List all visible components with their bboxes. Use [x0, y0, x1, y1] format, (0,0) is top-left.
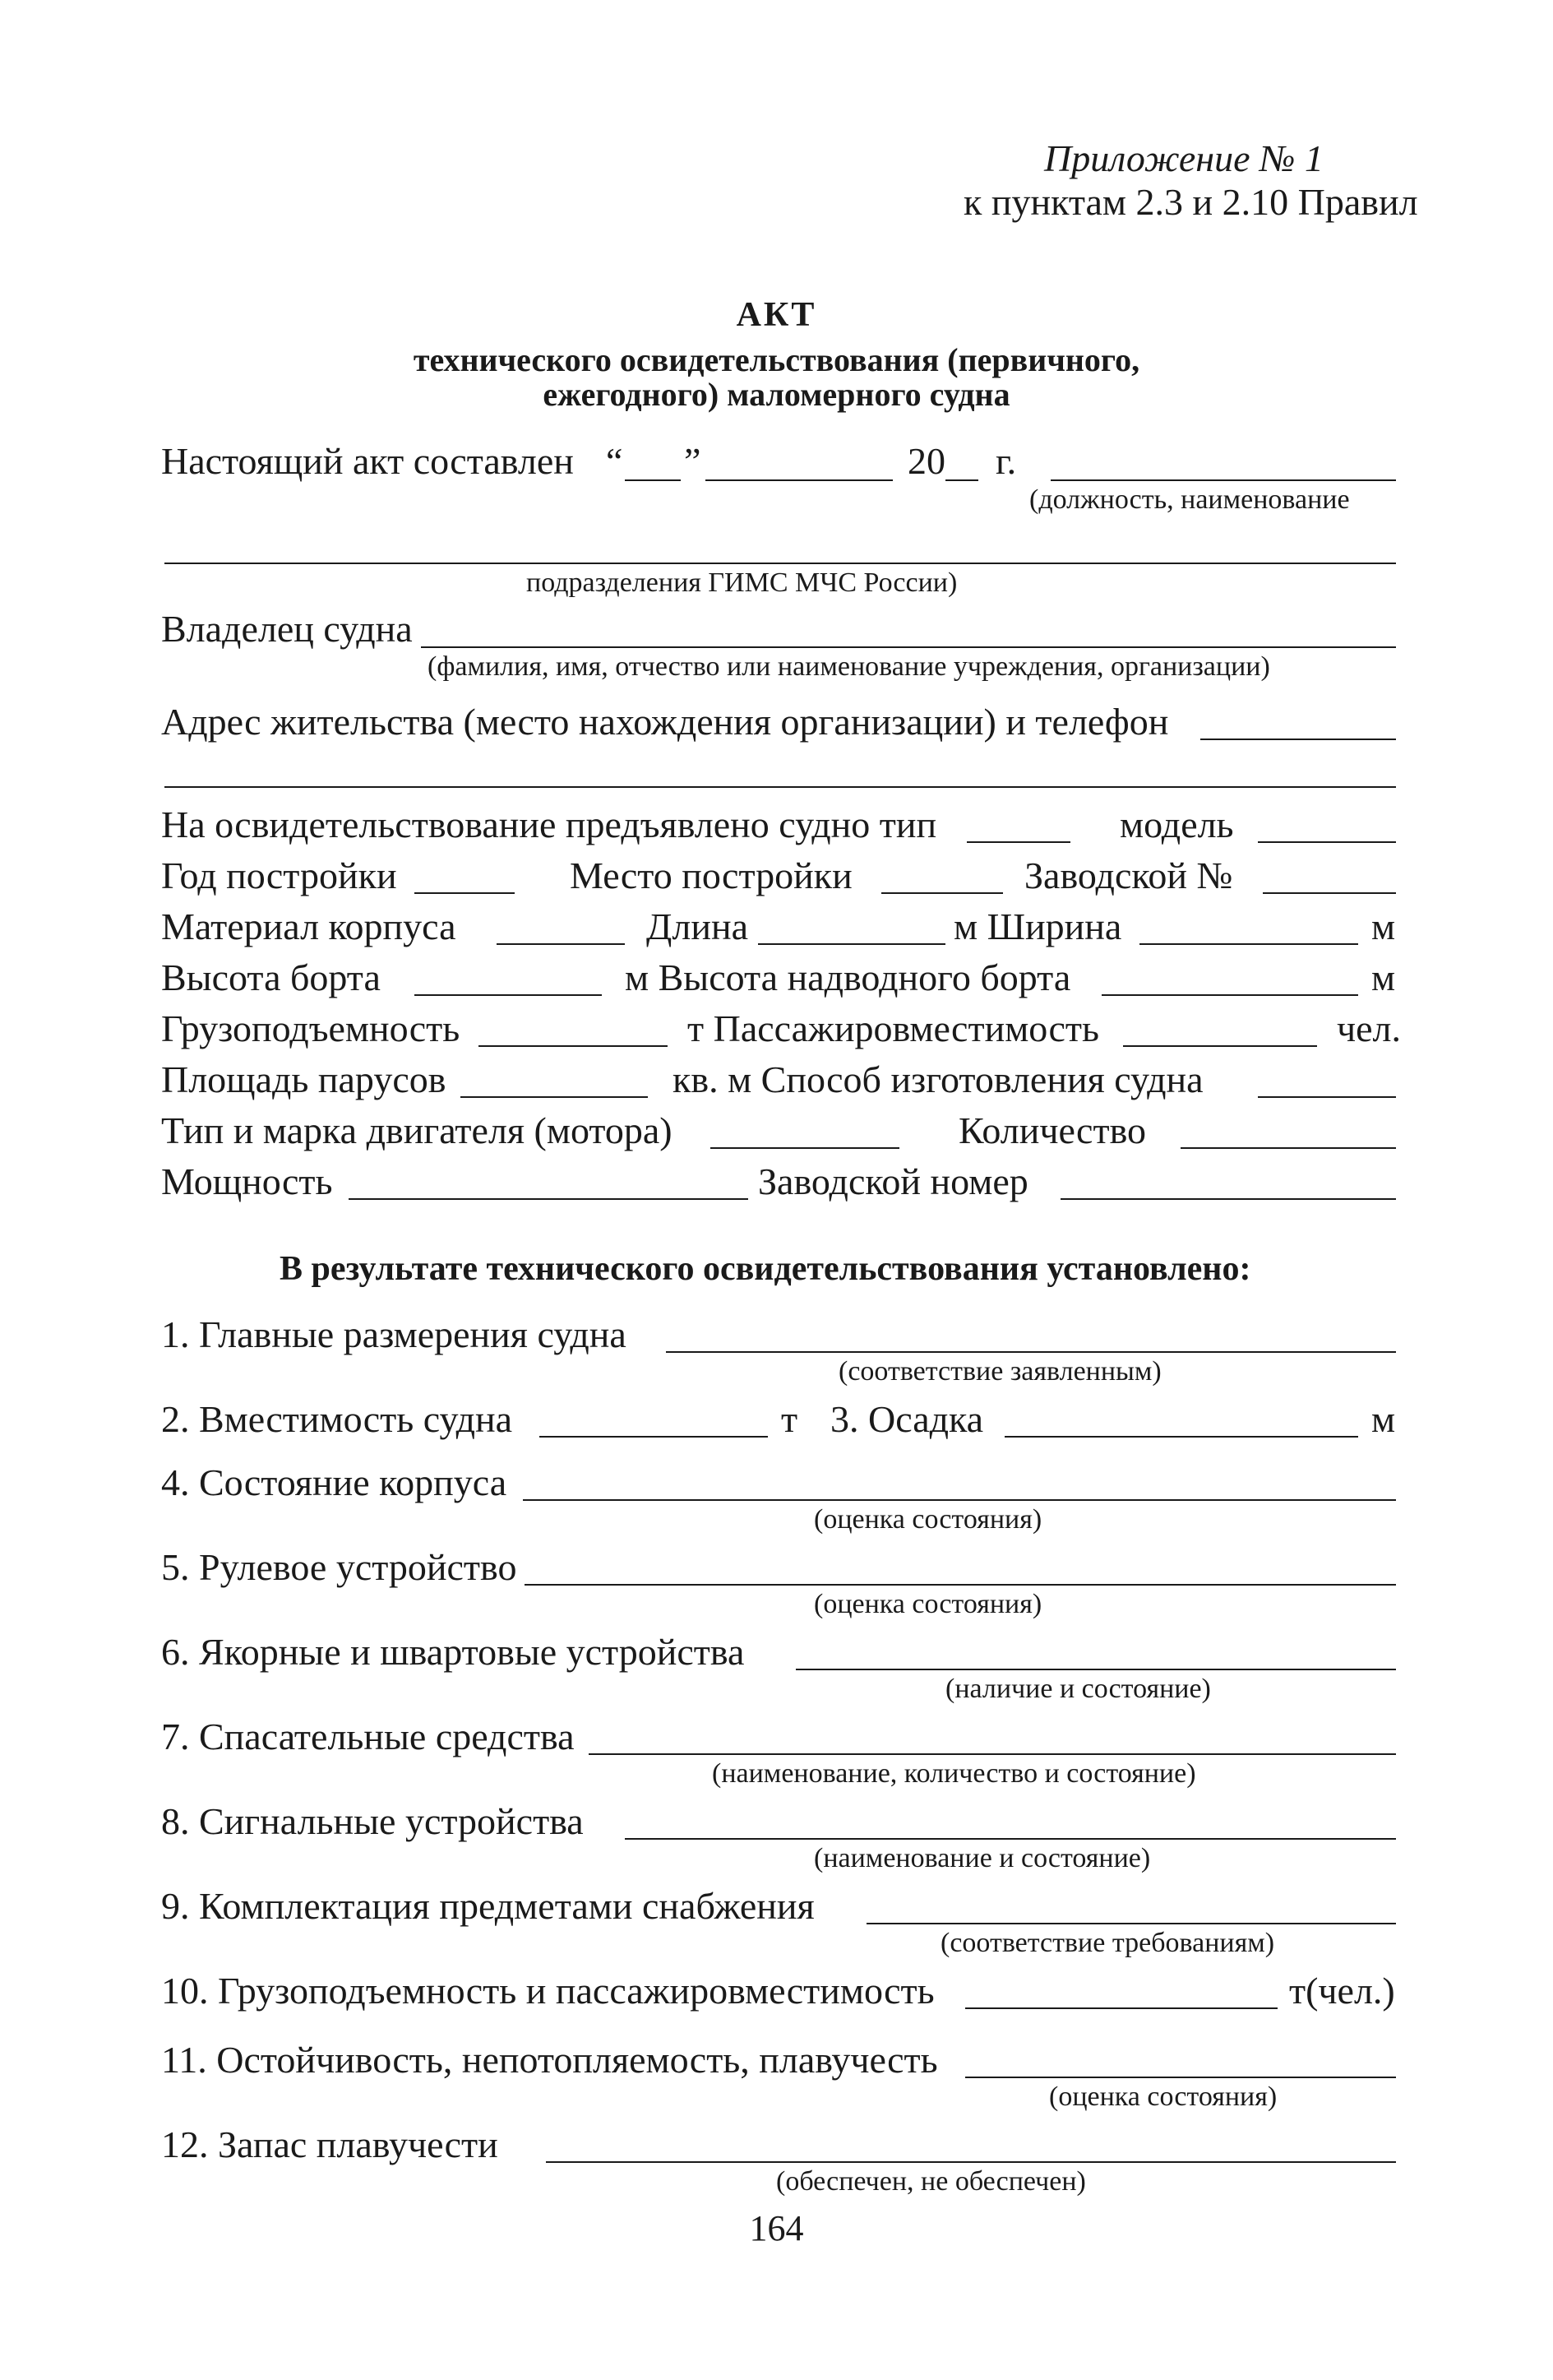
board-height-label: Высота борта	[161, 956, 381, 998]
item4-label: 4. Состояние корпуса	[161, 1461, 507, 1503]
freeboard-field[interactable]	[1102, 994, 1358, 996]
item8-label: 8. Сигнальные устройства	[161, 1800, 584, 1842]
item5-field[interactable]	[525, 1584, 1396, 1586]
item6-caption: (наличие и состояние)	[945, 1674, 1211, 1704]
year-prefix: 20	[908, 440, 945, 482]
item3-field[interactable]	[1005, 1436, 1358, 1438]
item7-field[interactable]	[589, 1753, 1396, 1755]
freeboard-unit: м	[1371, 956, 1396, 998]
item6-field[interactable]	[796, 1669, 1396, 1670]
item11-caption: (оценка состояния)	[1049, 2081, 1278, 2112]
page-number: 164	[749, 2208, 804, 2248]
owner-caption: (фамилия, имя, отчество или наименование учреждения, организации)	[428, 651, 1270, 682]
power-field[interactable]	[349, 1198, 748, 1200]
item2-field[interactable]	[539, 1436, 768, 1438]
serial-label: Заводской номер	[758, 1160, 1028, 1202]
item11-field[interactable]	[965, 2077, 1396, 2078]
serial-field[interactable]	[1061, 1198, 1396, 1200]
factory-no-label: Заводской №	[1024, 854, 1233, 896]
item9-caption: (соответствие требованиям)	[941, 1928, 1275, 1958]
year-suffix: г.	[996, 440, 1017, 482]
capacity-field[interactable]	[478, 1045, 668, 1047]
method-label: кв. м Способ изготовления судна	[673, 1058, 1204, 1100]
item11-label: 11. Остойчивость, непотопляемость, плавучесть	[161, 2039, 938, 2081]
place-built-label: Место постройки	[570, 854, 853, 896]
position-field[interactable]	[1051, 479, 1396, 481]
owner-label: Владелец судна	[161, 608, 413, 650]
engine-type-field[interactable]	[710, 1147, 899, 1149]
freeboard-label: м Высота надводного борта	[625, 956, 1071, 998]
year-built-label: Год постройки	[161, 854, 397, 896]
item7-label: 7. Спасательные средства	[161, 1716, 575, 1757]
item12-caption: (обеспечен, не обеспечен)	[776, 2166, 1086, 2197]
item10-unit: т(чел.)	[1289, 1970, 1395, 2012]
composed-label: Настоящий акт составлен	[161, 440, 574, 482]
hull-material-label: Материал корпуса	[161, 905, 456, 947]
appendix-title: Приложение № 1	[1044, 137, 1324, 179]
item3-label: 3. Осадка	[830, 1398, 984, 1440]
item7-caption: (наименование, количество и состояние)	[712, 1758, 1196, 1789]
sail-area-label: Площадь парусов	[161, 1058, 446, 1100]
hull-material-field[interactable]	[497, 943, 625, 945]
subdivision-caption: подразделения ГИМС МЧС России)	[526, 567, 958, 598]
factory-no-field[interactable]	[1263, 892, 1396, 894]
width-field[interactable]	[1139, 943, 1358, 945]
item9-field[interactable]	[867, 1923, 1396, 1924]
item5-label: 5. Рулевое устройство	[161, 1546, 517, 1588]
item12-label: 12. Запас плавучести	[161, 2123, 498, 2165]
quote-close: ”	[684, 440, 701, 482]
address-field-line2[interactable]	[164, 786, 1396, 788]
month-field[interactable]	[705, 479, 893, 481]
model-label: модель	[1120, 803, 1234, 845]
year-field[interactable]	[945, 479, 978, 481]
item3-unit: м	[1371, 1398, 1396, 1440]
width-unit: м	[1371, 905, 1396, 947]
width-label: м Ширина	[954, 905, 1122, 947]
passengers-field[interactable]	[1123, 1045, 1317, 1047]
year-built-field[interactable]	[414, 892, 515, 894]
vessel-type-field[interactable]	[967, 841, 1070, 843]
item8-caption: (наименование и состояние)	[814, 1843, 1151, 1873]
subdivision-field[interactable]	[164, 563, 1396, 564]
address-field[interactable]	[1200, 739, 1396, 740]
item2-unit: т	[781, 1398, 798, 1440]
item5-caption: (оценка состояния)	[814, 1589, 1042, 1619]
vessel-type-label: На освидетельствование предъявлено судно тип	[161, 803, 937, 845]
item9-label: 9. Комплектация предметами снабжения	[161, 1885, 815, 1927]
document-subtitle-line1: технического освидетельствования (первичного,	[413, 341, 1140, 378]
owner-field[interactable]	[421, 646, 1396, 648]
sail-area-field[interactable]	[460, 1096, 648, 1098]
item10-field[interactable]	[965, 2007, 1278, 2009]
quantity-field[interactable]	[1181, 1147, 1396, 1149]
quantity-label: Количество	[959, 1109, 1146, 1151]
item1-caption: (соответствие заявленным)	[839, 1356, 1162, 1387]
item12-field[interactable]	[546, 2161, 1396, 2163]
item6-label: 6. Якорные и швартовые устройства	[161, 1631, 745, 1673]
document-title: АКТ	[736, 296, 817, 334]
board-height-field[interactable]	[414, 994, 602, 996]
results-heading: В результате технического освидетельствования установлено:	[280, 1250, 1251, 1288]
quote-open: “	[606, 440, 623, 482]
item8-field[interactable]	[625, 1838, 1396, 1840]
item4-caption: (оценка состояния)	[814, 1504, 1042, 1535]
item1-label: 1. Главные размерения судна	[161, 1313, 626, 1355]
item10-label: 10. Грузоподъемность и пассажировместимость	[161, 1970, 935, 2012]
address-label: Адрес жительства (место нахождения организации) и телефон	[161, 701, 1169, 743]
length-label: Длина	[646, 905, 748, 947]
length-field[interactable]	[758, 943, 945, 945]
passengers-label: т Пассажировместимость	[687, 1007, 1099, 1049]
item4-field[interactable]	[523, 1499, 1396, 1501]
capacity-label: Грузоподъемность	[161, 1007, 460, 1049]
appendix-subtitle: к пунктам 2.3 и 2.10 Правил	[964, 181, 1418, 223]
day-field[interactable]	[625, 479, 681, 481]
item2-label: 2. Вместимость судна	[161, 1398, 513, 1440]
position-caption: (должность, наименование	[1029, 484, 1350, 515]
model-field[interactable]	[1258, 841, 1396, 843]
item1-field[interactable]	[666, 1351, 1396, 1353]
method-field[interactable]	[1258, 1096, 1396, 1098]
passengers-unit: чел.	[1337, 1007, 1402, 1049]
engine-type-label: Тип и марка двигателя (мотора)	[161, 1109, 673, 1151]
power-label: Мощность	[161, 1160, 333, 1202]
place-built-field[interactable]	[881, 892, 1003, 894]
document-subtitle-line2: ежегодного) маломерного судна	[543, 376, 1010, 413]
